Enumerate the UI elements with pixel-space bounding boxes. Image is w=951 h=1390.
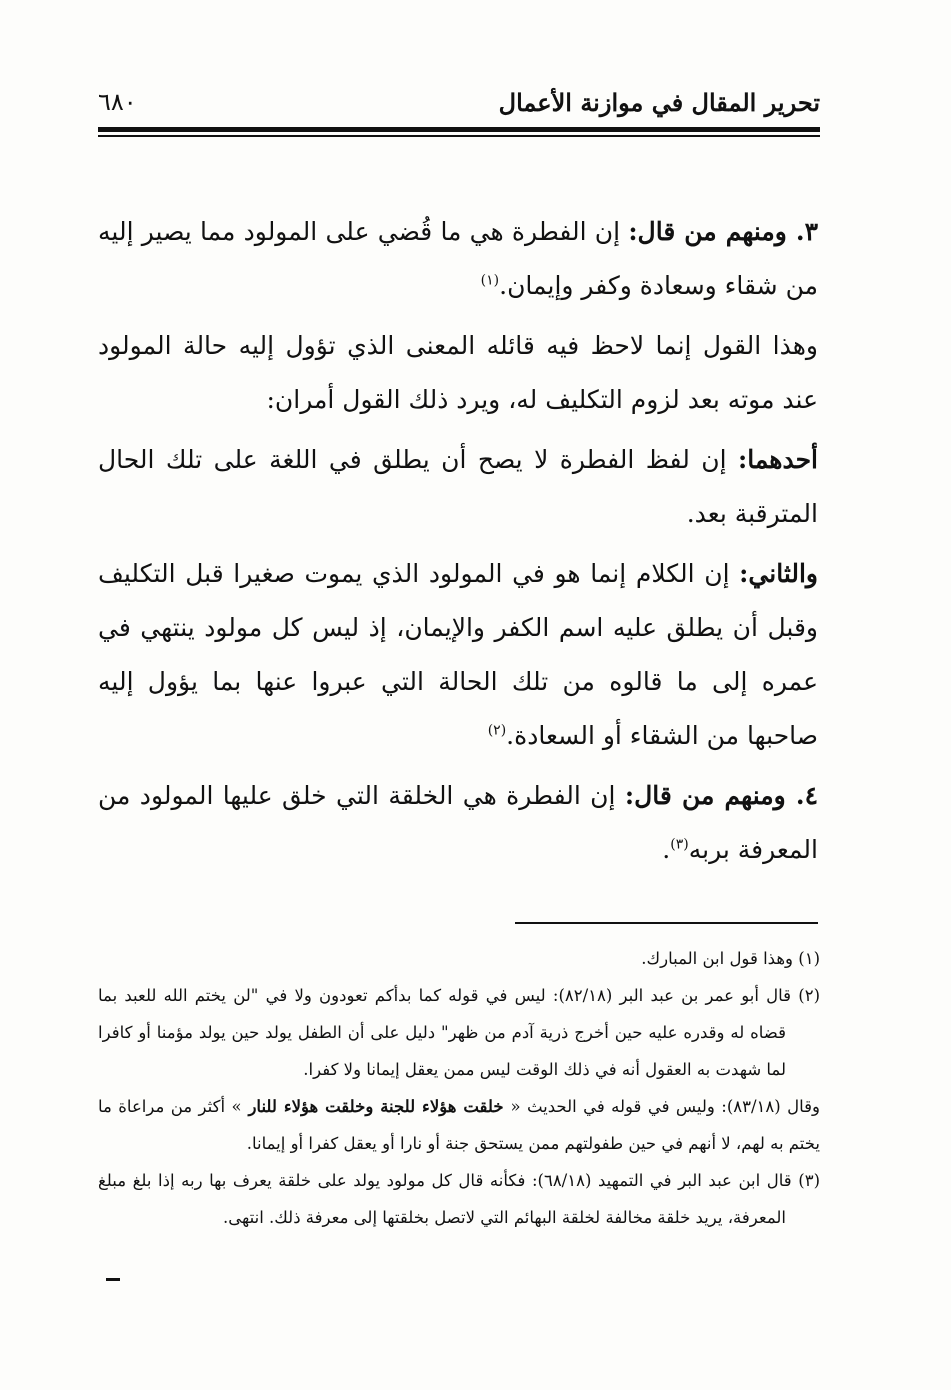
footnote-separator [515, 922, 818, 924]
footnote-ref-3[interactable]: (٣) [670, 836, 689, 853]
footnote-3: (٣) قال ابن عبد البر في التمهيد (٦٨/١٨): فكأنه قال كل مولود يولد على خلقة يعرف بها ربه إذا بلغ مبلغ المعرفة، يريد خلقة مخالفة لخلقة البهائم التي لاتصل بخلقتها إلى معرفة ذلك. انتهى. [98, 1171, 820, 1227]
footnote-ref-1[interactable]: (١) [480, 272, 500, 289]
paragraph-text: إن الفطرة هي الخلقة التي خلق عليها المولود من المعرفة بربه [98, 781, 818, 864]
running-header [98, 86, 820, 122]
paragraph-commentary: وهذا القول إنما لاحظ فيه قائله المعنى الذي تؤول إليه حالة المولود عند موته بعد لزوم التكليف له، ويرد ذلك القول أمران: [98, 331, 818, 414]
footnote-text: وقال (٨٣/١٨): وليس في قوله في الحديث « [510, 1097, 820, 1116]
footnote-1: (١) وهذا قول ابن المبارك. [641, 949, 820, 968]
paragraph-lead: والثاني: [739, 559, 818, 588]
paragraph-text: إن الفطرة هي ما قُضي على المولود مما يصير إليه من شقاء وسعادة وكفر وإيمان. [98, 217, 818, 300]
footnote-text: » أكثر من مراعاة ما يختم به لهم، لا أنهم في حين طفولتهم ممن يستحق جنة أو نارا أو يعقل كفرا أو إيمانا. [98, 1097, 820, 1153]
paragraph-second-objection [98, 547, 818, 763]
footnote-2: (٢) قال أبو عمر بن عبد البر (٨٢/١٨): ليس في قوله كما بدأكم تعودون ولا في "لن يختم الله للعبد بما قضاه له وقدره عليه حين أخرج ذرية آدم من ظهر" دليل على أن الطفل يولد حين يولد مؤمنا أو كافرا لما شهدت به العقول أنه في ذلك الوقت ليس ممن يعقل إيمانا ولا كفرا. [98, 986, 820, 1079]
paragraph-lead: ٣. ومنهم من قال: [628, 217, 818, 246]
paragraph-lead: ٤. ومنهم من قال: [624, 781, 818, 810]
book-title: تحرير المقال في موازنة الأعمال [498, 88, 820, 117]
paragraph-lead: أحدهما: [737, 445, 818, 474]
main-text [98, 205, 818, 877]
paragraph-text: إن الكلام إنما هو في المولود الذي يموت صغيرا قبل التكليف وقبل أن يطلق عليه اسم الكفر والإيمان، إذ ليس كل مولود ينتهي في عمره إلى ما قالوه من تلك الحالة التي عبروا عنها بما يؤول إليه صاحبها من الشقاء أو السعادة. [98, 559, 818, 750]
page-number: ٦٨٠ [98, 88, 137, 116]
footnote-2-continued [98, 1088, 820, 1162]
header-rule-thin [98, 135, 820, 137]
paragraph-4 [98, 769, 818, 877]
continuation-dash [106, 1278, 120, 1281]
footnotes [98, 940, 820, 1236]
paragraph-first-objection [98, 433, 818, 541]
paragraph-3 [98, 205, 818, 313]
paragraph-text: إن لفظ الفطرة لا يصح أن يطلق في اللغة على تلك الحال المترقبة بعد. [98, 445, 818, 528]
footnote-ref-2[interactable]: (٢) [487, 722, 507, 739]
header-rule-thick [98, 127, 820, 132]
paragraph-end: . [662, 835, 671, 864]
hadith-quote: خلقت هؤلاء للجنة وخلقت هؤلاء للنار [241, 1097, 511, 1116]
